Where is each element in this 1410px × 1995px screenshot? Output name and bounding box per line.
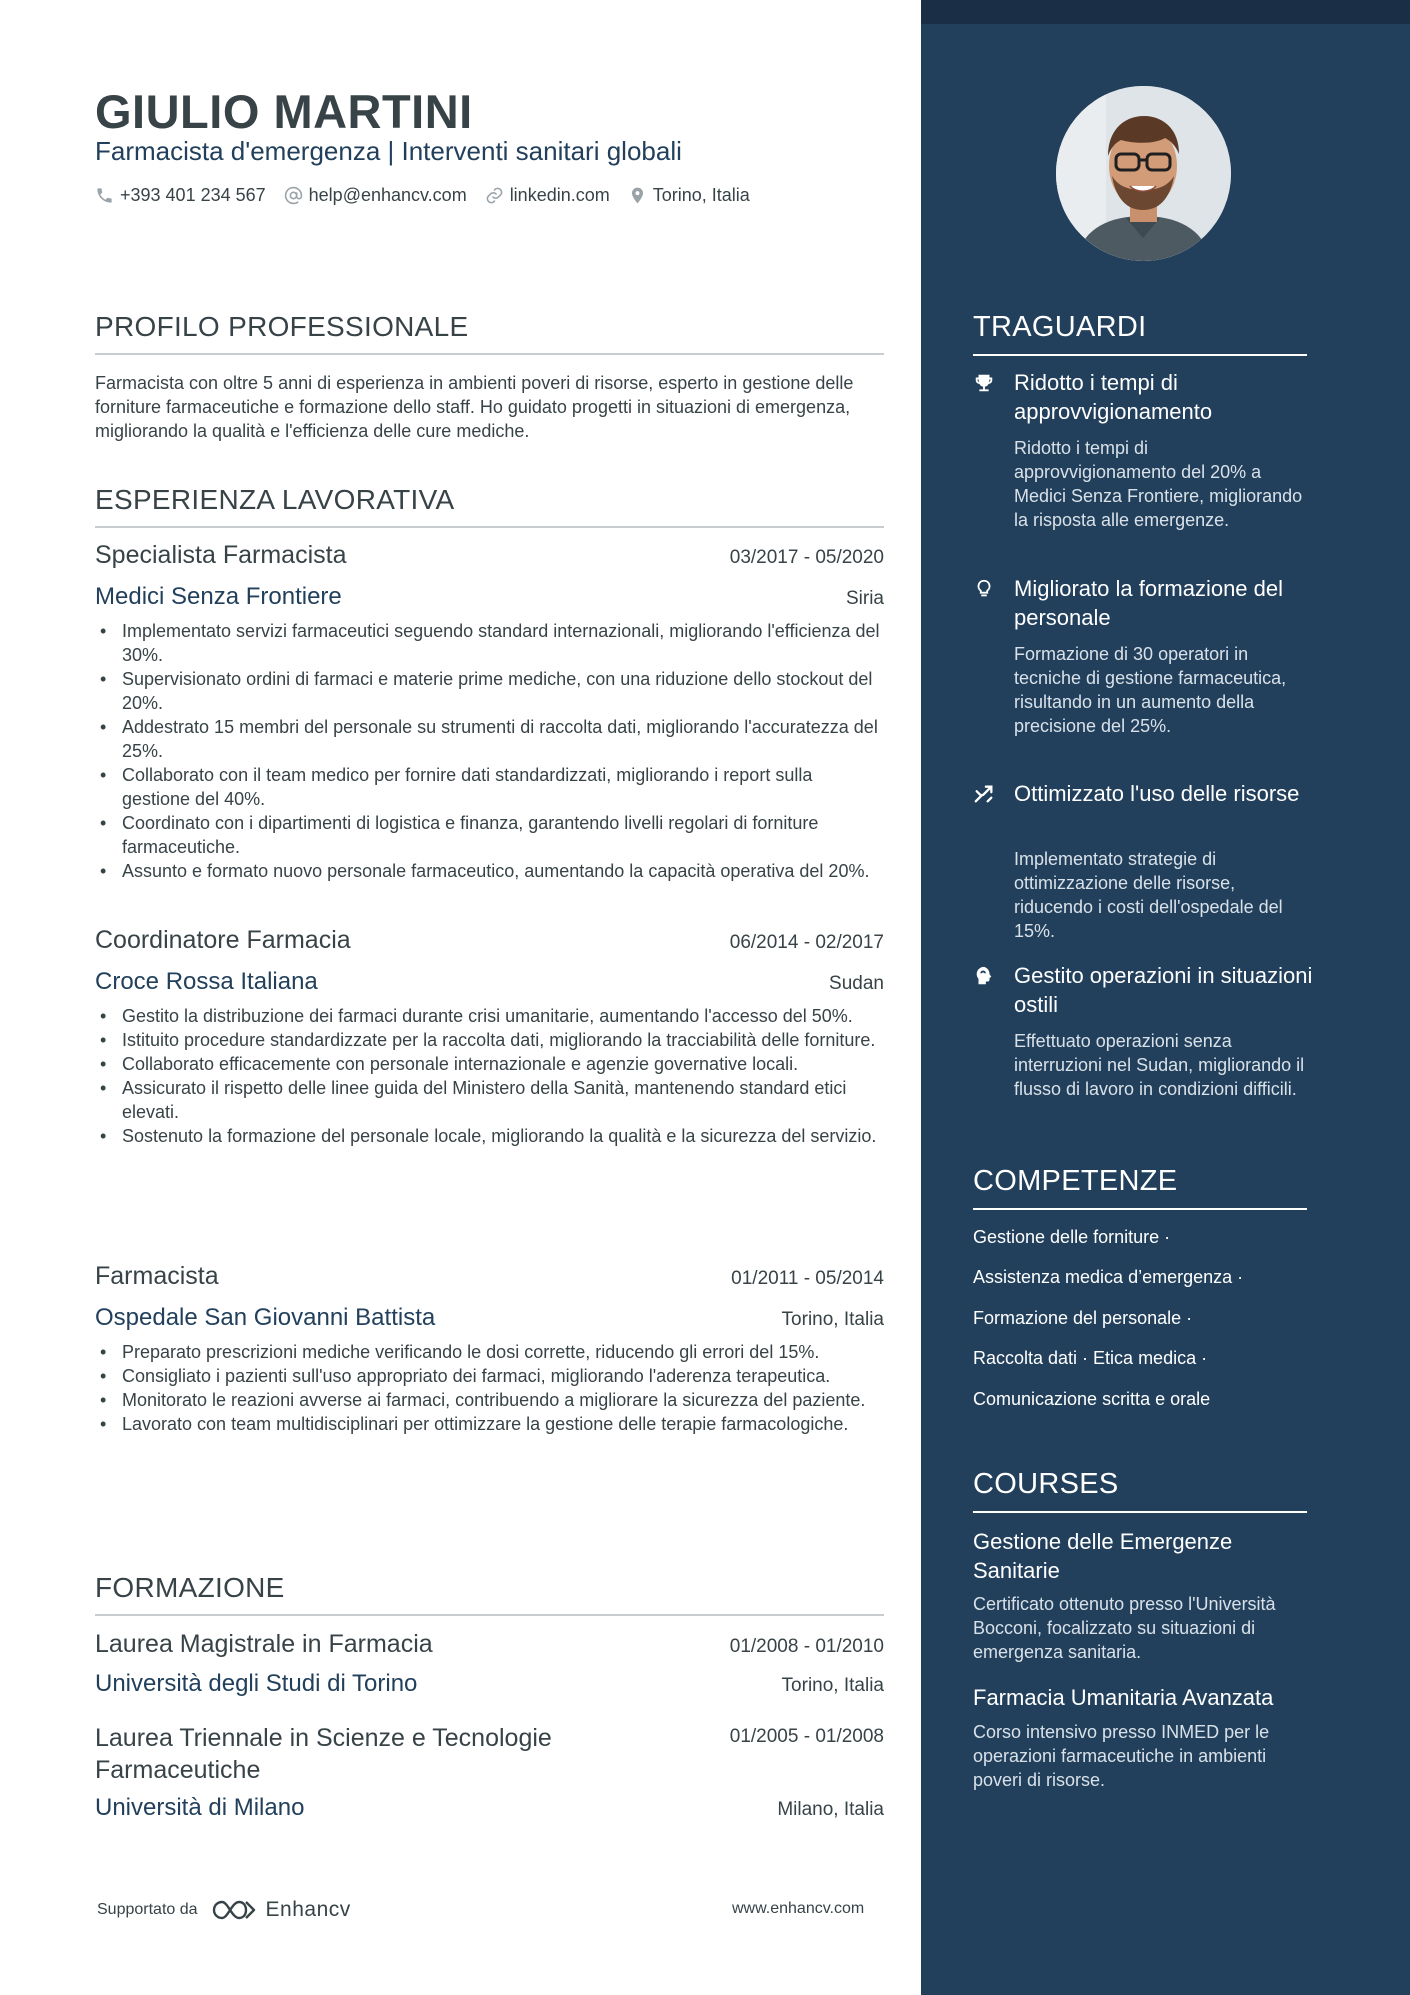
education-school: Università di Milano	[95, 1794, 305, 1821]
sidebar	[921, 0, 1410, 1995]
job-location: Sudan	[829, 973, 884, 994]
education-header	[95, 1630, 884, 1659]
skill-line: Formazione del personale ·	[973, 1308, 1193, 1328]
arrows-icon	[973, 783, 995, 805]
achievement-description: Ridotto i tempi di approvvigionamento del 20% a Medici Senza Frontiere, migliorando la risposta alle emergenze.	[1014, 438, 1303, 530]
list-item: • Sostenuto la formazione del personale locale, migliorando la qualità e la sicurezza del servizio.	[95, 1124, 885, 1148]
achievement-title: Ottimizzato l'uso delle risorse	[1014, 781, 1300, 806]
skill-line: Gestione delle forniture ·	[973, 1227, 1171, 1247]
trophy-icon	[973, 372, 995, 394]
job-organization: Medici Senza Frontiere	[95, 583, 342, 610]
job-bullets	[95, 1004, 885, 1148]
job-title: Farmacista	[95, 1262, 219, 1290]
list-item: • Istituito procedure standardizzate per la raccolta dati, migliorando la tracciabilità delle forniture.	[95, 1028, 885, 1052]
education-degree: Laurea Triennale in Scienze e Tecnologie Farmaceutiche	[95, 1724, 552, 1784]
education-school: Università degli Studi di Torino	[95, 1670, 418, 1697]
list-item: • Assunto e formato nuovo personale farmaceutico, aumentando la capacità operativa del 20%.	[95, 859, 885, 883]
contact-linkedin-text: linkedin.com	[509, 185, 610, 205]
enhancv-logo-icon	[210, 1897, 260, 1923]
list-item: • Collaborato efficacemente con personale internazionale e agenzie governative locali.	[95, 1052, 885, 1076]
job-dates: 01/2011 - 05/2014	[731, 1268, 884, 1289]
skill-line: Assistenza medica d’emergenza ·	[973, 1267, 1244, 1287]
course-description: Corso intensivo presso INMED per le operazioni farmaceutiche in ambienti poveri di risorse.	[973, 1722, 1270, 1790]
list-item: • Coordinato con i dipartimenti di logistica e finanza, garantendo livelli regolari di forniture farmaceutiche.	[95, 811, 885, 859]
candidate-name: GIULIO MARTINI	[95, 85, 473, 138]
list-item: • Preparato prescrizioni mediche verificando le dosi corrette, riducendo gli errori del 15%.	[95, 1340, 885, 1364]
list-item: • Lavorato con team multidisciplinari per ottimizzare la gestione delle terapie farmacologiche.	[95, 1412, 885, 1436]
course-title: Farmacia Umanitaria Avanzata	[973, 1685, 1274, 1710]
list-item: • Implementato servizi farmaceutici seguendo standard internazionali, migliorando l'efficienza del 30%.	[95, 619, 885, 667]
list-item: • Supervisionato ordini di farmaci e materie prime mediche, con una riduzione dello stockout del 20%.	[95, 667, 885, 715]
avatar-portrait	[1056, 86, 1231, 261]
location-pin-icon	[628, 186, 647, 205]
skill-line: Comunicazione scritta e orale	[973, 1389, 1211, 1409]
footer-supported-by: Supportato da	[97, 1901, 198, 1918]
skill-line: Raccolta dati · Etica medica ·	[973, 1348, 1208, 1368]
achievement-title: Ridotto i tempi di approvvigionamento	[1014, 370, 1213, 424]
job-header	[95, 541, 884, 570]
course-description: Certificato ottenuto presso l'Università Bocconi, focalizzato su situazioni di emergenza sanitaria.	[973, 1594, 1276, 1662]
brain-icon	[973, 965, 995, 987]
footer-url[interactable]: www.enhancv.com	[732, 1900, 865, 1917]
achievement-description: Effettuato operazioni senza interruzioni nel Sudan, migliorando il flusso di lavoro in condizioni difficili.	[1014, 1031, 1305, 1099]
job-bullets	[95, 619, 885, 883]
job-header	[95, 926, 884, 955]
list-item: • Addestrato 15 membri del personale su strumenti di raccolta dati, migliorando l'accuratezza del 25%.	[95, 715, 885, 763]
job-dates: 06/2014 - 02/2017	[729, 932, 884, 953]
contact-location	[628, 185, 750, 206]
education-school-row	[95, 1670, 884, 1698]
contact-phone-text: +393 401 234 567	[120, 185, 266, 205]
list-item: • Monitorato le reazioni avverse ai farmaci, contribuendo a migliorare la sicurezza del paziente.	[95, 1388, 885, 1412]
experience-heading: ESPERIENZA LAVORATIVA	[95, 484, 884, 528]
candidate-title: Farmacista d'emergenza | Interventi sanitari globali	[95, 136, 682, 166]
list-item: • Gestito la distribuzione dei farmaci durante crisi umanitarie, aumentando l'accesso del 50%.	[95, 1004, 885, 1028]
job-header	[95, 1262, 884, 1291]
course-title: Gestione delle Emergenze Sanitarie	[973, 1529, 1233, 1583]
contact-email-text: help@enhancv.com	[308, 185, 467, 205]
achievement-description: Implementato strategie di ottimizzazione delle risorse, riducendo i costi dell'ospedale del 15%.	[1014, 849, 1283, 941]
job-dates: 03/2017 - 05/2020	[729, 547, 884, 568]
footer-branding	[97, 1897, 351, 1923]
sidebar-top-band	[921, 0, 1410, 24]
job-org-row	[95, 968, 884, 996]
job-title: Coordinatore Farmacia	[95, 926, 351, 954]
education-school-row	[95, 1794, 884, 1822]
education-heading: FORMAZIONE	[95, 1572, 884, 1616]
contact-phone[interactable]	[95, 185, 266, 206]
at-icon	[284, 186, 303, 205]
education-degree: Laurea Magistrale in Farmacia	[95, 1630, 433, 1658]
contact-bar	[95, 185, 768, 206]
achievements-heading: TRAGUARDI	[973, 311, 1307, 356]
achievement-description: Formazione di 30 operatori in tecniche di gestione farmaceutica, risultando in un aumento della precisione del 25%.	[1014, 644, 1287, 736]
education-location: Milano, Italia	[777, 1799, 884, 1820]
link-icon	[485, 186, 504, 205]
job-org-row	[95, 583, 884, 611]
footer-brand: Enhancv	[265, 1898, 351, 1921]
avatar	[1056, 86, 1231, 261]
job-organization: Croce Rossa Italiana	[95, 968, 318, 995]
list-item: • Collaborato con il team medico per fornire dati standardizzati, migliorando i report sulla gestione del 40%.	[95, 763, 885, 811]
job-location: Torino, Italia	[781, 1309, 884, 1330]
job-bullets	[95, 1340, 885, 1436]
profile-heading: PROFILO PROFESSIONALE	[95, 311, 884, 355]
profile-text: Farmacista con oltre 5 anni di esperienza in ambienti poveri di risorse, esperto in gestione delle forniture farmaceutiche e formazione dello staff. Ho guidato progetti in situazioni di emergenza, migliorando la qualità e l'efficienza delle cure mediche.	[95, 373, 854, 441]
phone-icon	[95, 186, 114, 205]
education-dates: 01/2005 - 01/2008	[729, 1726, 884, 1747]
education-header	[95, 1722, 884, 1786]
achievement-title: Gestito operazioni in situazioni ostili	[1014, 963, 1313, 1017]
contact-linkedin[interactable]	[485, 185, 610, 206]
job-title: Specialista Farmacista	[95, 541, 347, 569]
list-item: • Assicurato il rispetto delle linee guida del Ministero della Sanità, mantenendo standard etici elevati.	[95, 1076, 885, 1124]
courses-heading: COURSES	[973, 1468, 1307, 1513]
lightbulb-icon	[973, 578, 995, 600]
job-location: Siria	[845, 588, 884, 609]
education-location: Torino, Italia	[781, 1675, 884, 1696]
contact-location-text: Torino, Italia	[652, 185, 750, 205]
education-dates: 01/2008 - 01/2010	[729, 1636, 884, 1657]
job-org-row	[95, 1304, 884, 1332]
achievement-title: Migliorato la formazione del personale	[1014, 576, 1284, 630]
list-item: • Consigliato i pazienti sull'uso appropriato dei farmaci, migliorando l'aderenza terapeutica.	[95, 1364, 885, 1388]
job-organization: Ospedale San Giovanni Battista	[95, 1304, 436, 1331]
contact-email[interactable]	[284, 185, 467, 206]
skills-heading: COMPETENZE	[973, 1165, 1307, 1210]
